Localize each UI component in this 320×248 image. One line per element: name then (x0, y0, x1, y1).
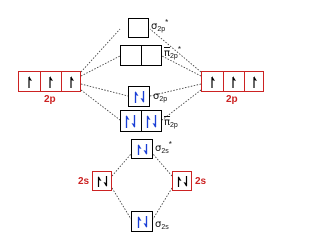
connector-left-2p-sigma2p (81, 84, 128, 96)
connector-left-2p-sigma2p-star (81, 29, 120, 72)
connector-right-2s-sigma2s-star (153, 154, 172, 176)
spin-up-arrow-icon (95, 175, 102, 188)
spin-up-arrow-icon (132, 90, 139, 104)
right-2p-label: 2p (226, 94, 238, 105)
spin-up-arrow-icon (175, 175, 182, 188)
connector-left-2s-sigma2s (112, 188, 131, 219)
spin-up-arrow-icon (229, 75, 237, 89)
pi-2p-star-label: $\overline{\pi}_{2p}^*$ (164, 45, 181, 60)
pi-2p-label: $\overline{\pi}_{2p}$ (164, 117, 178, 129)
sigma-2s-star-label: $\sigma_{2s}^*$ (155, 140, 172, 155)
spin-up-arrow-icon (25, 75, 33, 89)
connector-left-2p-pi2p (81, 90, 120, 120)
divider (40, 72, 41, 91)
connector-left-2s-sigma2s-star (112, 154, 131, 176)
spin-up-arrow-icon (250, 75, 258, 89)
pi-2p-star-orbitals (120, 45, 162, 66)
spin-up-arrow-icon (144, 114, 151, 129)
sigma-2s-star-orbital (131, 139, 153, 159)
right-2s-orbital (172, 171, 192, 191)
right-2s-label: 2s (195, 176, 207, 187)
connector-left-2p-pi2p-star (81, 56, 120, 76)
left-2s-orbital (92, 171, 112, 191)
sigma-2p-star-orbital (128, 18, 149, 38)
spin-down-arrow-icon (143, 143, 150, 156)
divider (141, 111, 142, 131)
left-2s-label: 2s (78, 176, 90, 187)
pi-2p-orbitals (120, 110, 162, 132)
spin-up-arrow-icon (135, 143, 142, 156)
connector-right-2s-sigma2s (153, 188, 172, 219)
sigma-2p-star-label: $\sigma_{2p}^*$ (151, 18, 169, 33)
connector-right-2p-pi2p (162, 90, 201, 120)
sigma-2p-label: $\sigma_{2p}$ (153, 91, 168, 103)
spin-down-arrow-icon (140, 90, 147, 104)
spin-up-arrow-icon (208, 75, 216, 89)
spin-down-arrow-icon (183, 175, 190, 188)
spin-down-arrow-icon (152, 114, 159, 129)
divider (61, 72, 62, 91)
spin-up-arrow-icon (123, 114, 130, 129)
spin-up-arrow-icon (67, 75, 75, 89)
spin-down-arrow-icon (143, 215, 150, 229)
spin-down-arrow-icon (103, 175, 110, 188)
right-2p-orbitals (201, 71, 264, 92)
divider (244, 72, 245, 91)
left-2p-label: 2p (44, 94, 56, 105)
left-2p-orbitals (18, 71, 81, 92)
spin-up-arrow-icon (135, 215, 142, 229)
connector-right-2p-pi2p-star (162, 56, 201, 76)
spin-up-arrow-icon (46, 75, 54, 89)
divider (141, 46, 142, 65)
divider (223, 72, 224, 91)
sigma-2s-label: $\sigma_{2s}$ (155, 219, 169, 231)
sigma-2p-orbital (128, 86, 150, 107)
spin-down-arrow-icon (131, 114, 138, 129)
sigma-2s-orbital (131, 211, 153, 232)
